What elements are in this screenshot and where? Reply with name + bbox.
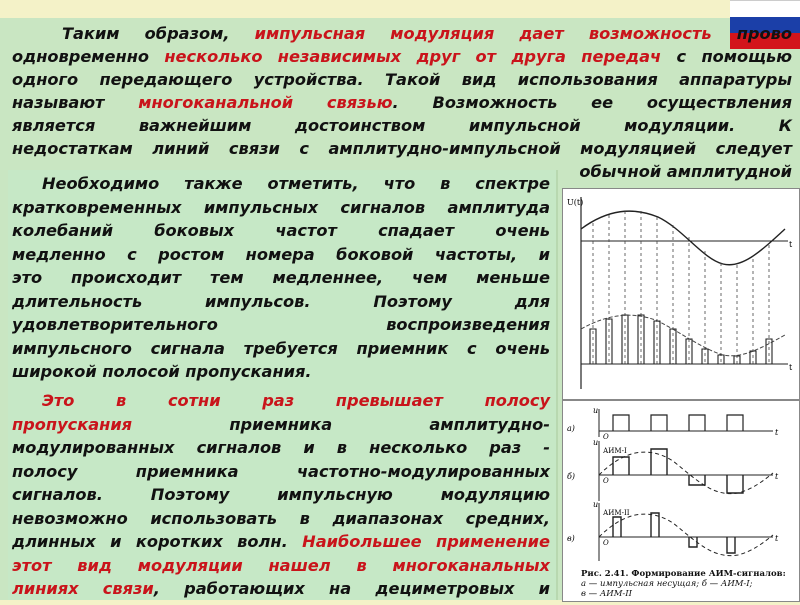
caption-line: Рис. 2.41. Формирование АИМ-сигналов: <box>581 569 786 579</box>
text-line: недостаткам линий связи с амплитудно-импульсной модуляцией следует <box>12 139 792 158</box>
u-label-c: u <box>593 500 599 509</box>
figure-amplitude-sampling-svg <box>563 189 799 399</box>
text-line: удовлетворительного воспроизведения <box>12 315 550 334</box>
figure-caption <box>581 569 786 599</box>
aim1-pulses <box>613 449 743 493</box>
caption-line: в — АИМ-II <box>581 589 632 599</box>
highlight-fragment: пропускания <box>12 414 133 434</box>
envelope-b <box>599 452 773 494</box>
lower-t-label: t <box>789 363 793 372</box>
text-line: широкой полосой пропускания. <box>12 362 312 381</box>
t-label-b: t <box>775 472 779 481</box>
figure-aim-signals <box>562 400 800 602</box>
u-label-b: u <box>593 438 599 447</box>
text-line: невозможно использовать в диапазонах средних, <box>12 508 550 528</box>
text-fragment: , работающих на дециметровых и <box>153 579 550 598</box>
t-label-c: t <box>775 534 779 543</box>
highlight-line: Это в сотни раз превышает полосу <box>42 391 550 410</box>
origin-b: О <box>603 477 609 485</box>
text-line: колебаний боковых частот спадает очень <box>12 221 550 240</box>
text-line: обычной амплитудной <box>579 162 792 181</box>
text-fragment: длинных и коротких волн. <box>12 532 288 551</box>
text-fragment: Таким образом, <box>62 24 230 43</box>
origin-c: О <box>603 539 609 547</box>
paragraph-spectrum <box>12 172 550 384</box>
y-axis-label: U(t) <box>567 198 584 207</box>
caption-line: а — импульсная несущая; б — АИМ-I; <box>581 579 753 589</box>
text-fragment: . Возможность ее осуществления <box>392 93 792 112</box>
pulse-carrier <box>613 415 743 431</box>
label-c: в) <box>567 534 575 543</box>
highlight-fragment: многоканальной связью <box>138 93 393 112</box>
modulating-signal-curve <box>581 211 785 265</box>
text-line: одного передающего устройства. Такой вид использования аппаратуры <box>12 70 792 89</box>
highlight-fragment: несколько независимых друг от друга передач <box>164 47 662 66</box>
text-line: модулированных сигналов и в несколько раз - <box>12 438 550 457</box>
envelope-c <box>599 514 773 556</box>
aim1-label: АИМ-I <box>603 447 627 455</box>
figure-amplitude-sampling <box>562 188 800 400</box>
text-fragment: с помощью <box>676 47 792 66</box>
highlight-line: этот вид модуляции нашел в многоканальных <box>12 555 550 575</box>
highlight-fragment: импульсная модуляция дает возможность <box>254 24 712 43</box>
aim2-label: АИМ-II <box>603 509 630 517</box>
text-line: Необходимо также отметить, что в спектре <box>42 174 550 193</box>
highlight-fragment: Наибольшее применение <box>302 532 550 551</box>
text-fragment: одновременно <box>12 47 150 66</box>
aim2-pulses <box>613 513 735 553</box>
text-line: медленно с ростом номера боковой частоты, и <box>12 244 550 264</box>
text-line: импульсного сигнала требуется приемник с очень <box>12 338 550 358</box>
label-b: б) <box>567 472 576 481</box>
text-line: полосу приемника частотно-модулированных <box>12 461 550 481</box>
upper-t-label: t <box>789 240 793 249</box>
text-fragment: приемника амплитудно- <box>229 414 551 434</box>
text-fragment: называют <box>12 93 105 112</box>
paragraph-intro <box>12 22 792 183</box>
text-line: сигналов. Поэтому импульсную модуляцию <box>12 485 550 504</box>
paragraph-bandwidth <box>12 389 550 601</box>
t-label-a: t <box>775 428 779 437</box>
text-line: является важнейшим достоинством импульсной модуляции. К <box>12 116 792 135</box>
text-line: длительность импульсов. Поэтому для <box>12 291 550 311</box>
u-label-a: u <box>593 406 599 415</box>
highlight-fragment: линиях связи <box>12 579 154 598</box>
sampled-pulses <box>590 315 772 364</box>
text-line: кратковременных импульсных сигналов амплитуда <box>12 197 550 217</box>
text-line: это происходит тем медленнее, чем меньше <box>12 268 550 287</box>
text-fragment: прово <box>736 24 792 43</box>
label-a: а) <box>567 424 575 433</box>
origin-a: О <box>603 433 609 441</box>
